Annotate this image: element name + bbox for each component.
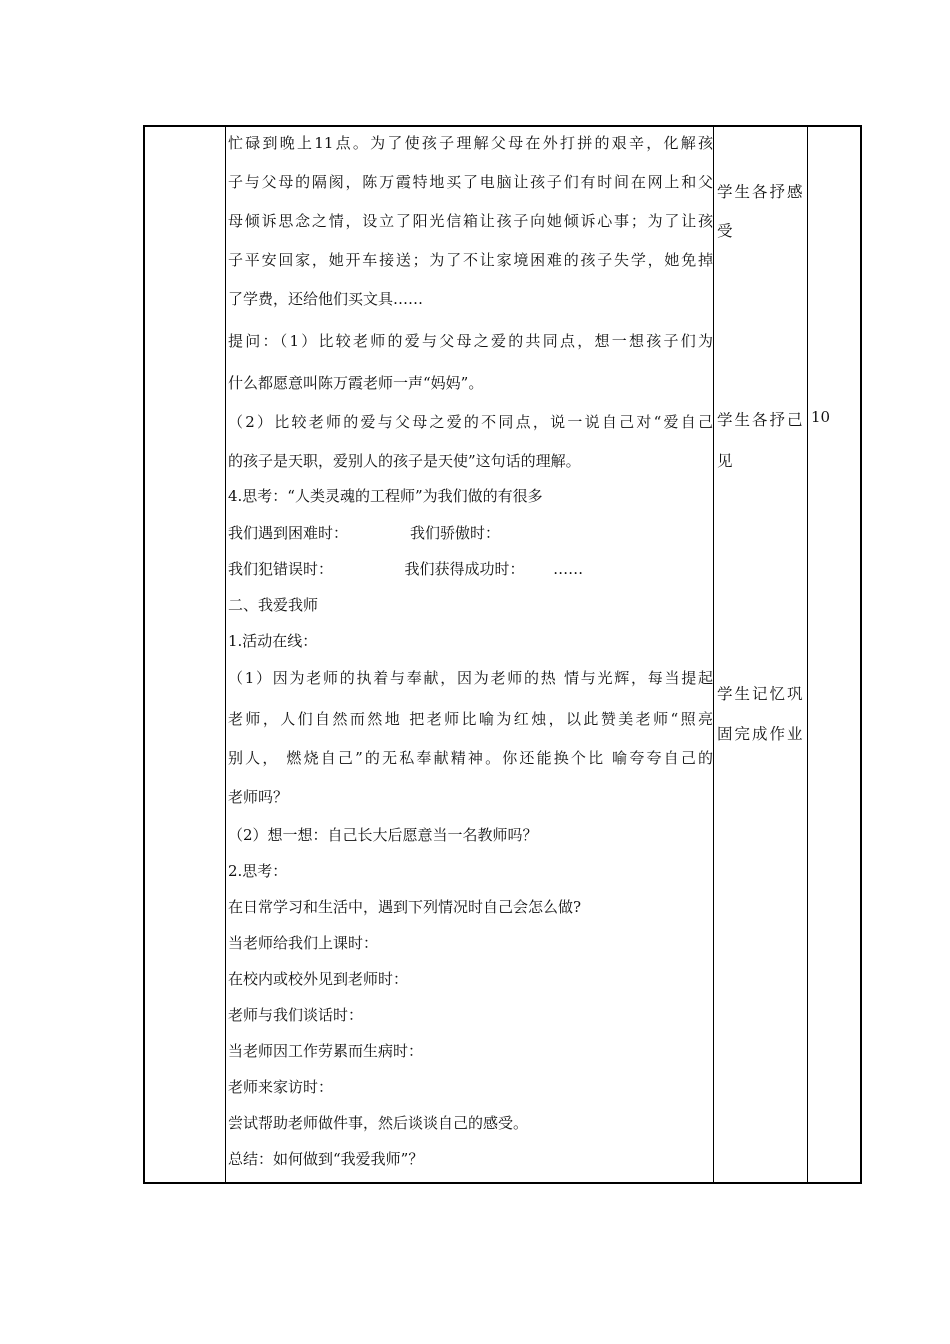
content-line: 当老师给我们上课时： [228, 934, 379, 952]
column-divider [807, 127, 808, 1182]
content-line: 忙碌到晚上11点。为了使孩子理解父母在外打拼的艰辛，化解孩 [228, 134, 713, 152]
content-line: 老师吗？ [228, 788, 289, 806]
content-line: 总结：如何做到“我爱我师”？ [228, 1150, 424, 1168]
content-line: 我们遇到困难时： 我们骄傲时： [228, 524, 500, 542]
content-line: 子平安回家，她开车接送；为了不让家境困难的孩子失学，她免掉 [228, 251, 713, 269]
content-line: 1.活动在线： [228, 632, 318, 650]
content-line: （2）比较老师的爱与父母之爱的不同点，说一说自己对“爱自己 [228, 413, 713, 431]
content-line: 了学费，还给他们买文具…… [228, 290, 424, 308]
content-line: 的孩子是天职，爱别人的孩子是天使”这句话的理解。 [228, 452, 581, 470]
note-line: 受 [717, 222, 735, 240]
content-line: 在日常学习和生活中，遇到下列情况时自己会怎么做? [228, 898, 582, 916]
note-line: 见 [717, 452, 735, 470]
time-allocation: 10 [811, 408, 831, 426]
content-line: （1）因为老师的执着与奉献，因为老师的热 情与光辉，每当提起 [228, 669, 713, 687]
content-line: 4.思考：“人类灵魂的工程师”为我们做的有很多 [228, 487, 543, 505]
content-line: 尝试帮助老师做件事，然后谈谈自己的感受。 [228, 1114, 529, 1132]
content-line: （2）想一想：自己长大后愿意当一名教师吗？ [228, 826, 538, 844]
column-divider [713, 127, 714, 1182]
section-heading: 二、我爱我师 [228, 596, 319, 614]
content-line: 什么都愿意叫陈万霞老师一声“妈妈”。 [228, 374, 484, 392]
note-line: 学生各抒感 [717, 183, 805, 201]
content-line: 母倾诉思念之情，设立了阳光信箱让孩子向她倾诉心事；为了让孩 [228, 212, 713, 230]
content-line: 当老师因工作劳累而生病时： [228, 1042, 424, 1060]
note-line: 固完成作业 [717, 725, 805, 743]
note-line: 学生记忆巩 [717, 685, 805, 703]
content-line: 老师，人们自然而然地 把老师比喻为红烛，以此赞美老师“照亮 [228, 710, 713, 728]
content-line: 老师来家访时： [228, 1078, 334, 1096]
note-line: 学生各抒己 [717, 411, 805, 429]
column-divider [225, 127, 226, 1182]
content-line: 在校内或校外见到老师时： [228, 970, 409, 988]
content-line: 老师与我们谈话时： [228, 1006, 364, 1024]
content-line: 提问：（1）比较老师的爱与父母之爱的共同点，想一想孩子们为 [228, 332, 713, 350]
content-line: 我们犯错误时： 我们获得成功时： …… [228, 560, 584, 578]
content-line: 别人， 燃烧自己”的无私奉献精神。你还能换个比 喻夸夸自己的 [228, 749, 713, 767]
content-line: 子与父母的隔阂，陈万霞特地买了电脑让孩子们有时间在网上和父 [228, 173, 713, 191]
lesson-table [143, 125, 862, 1184]
content-line: 2.思考： [228, 862, 288, 880]
